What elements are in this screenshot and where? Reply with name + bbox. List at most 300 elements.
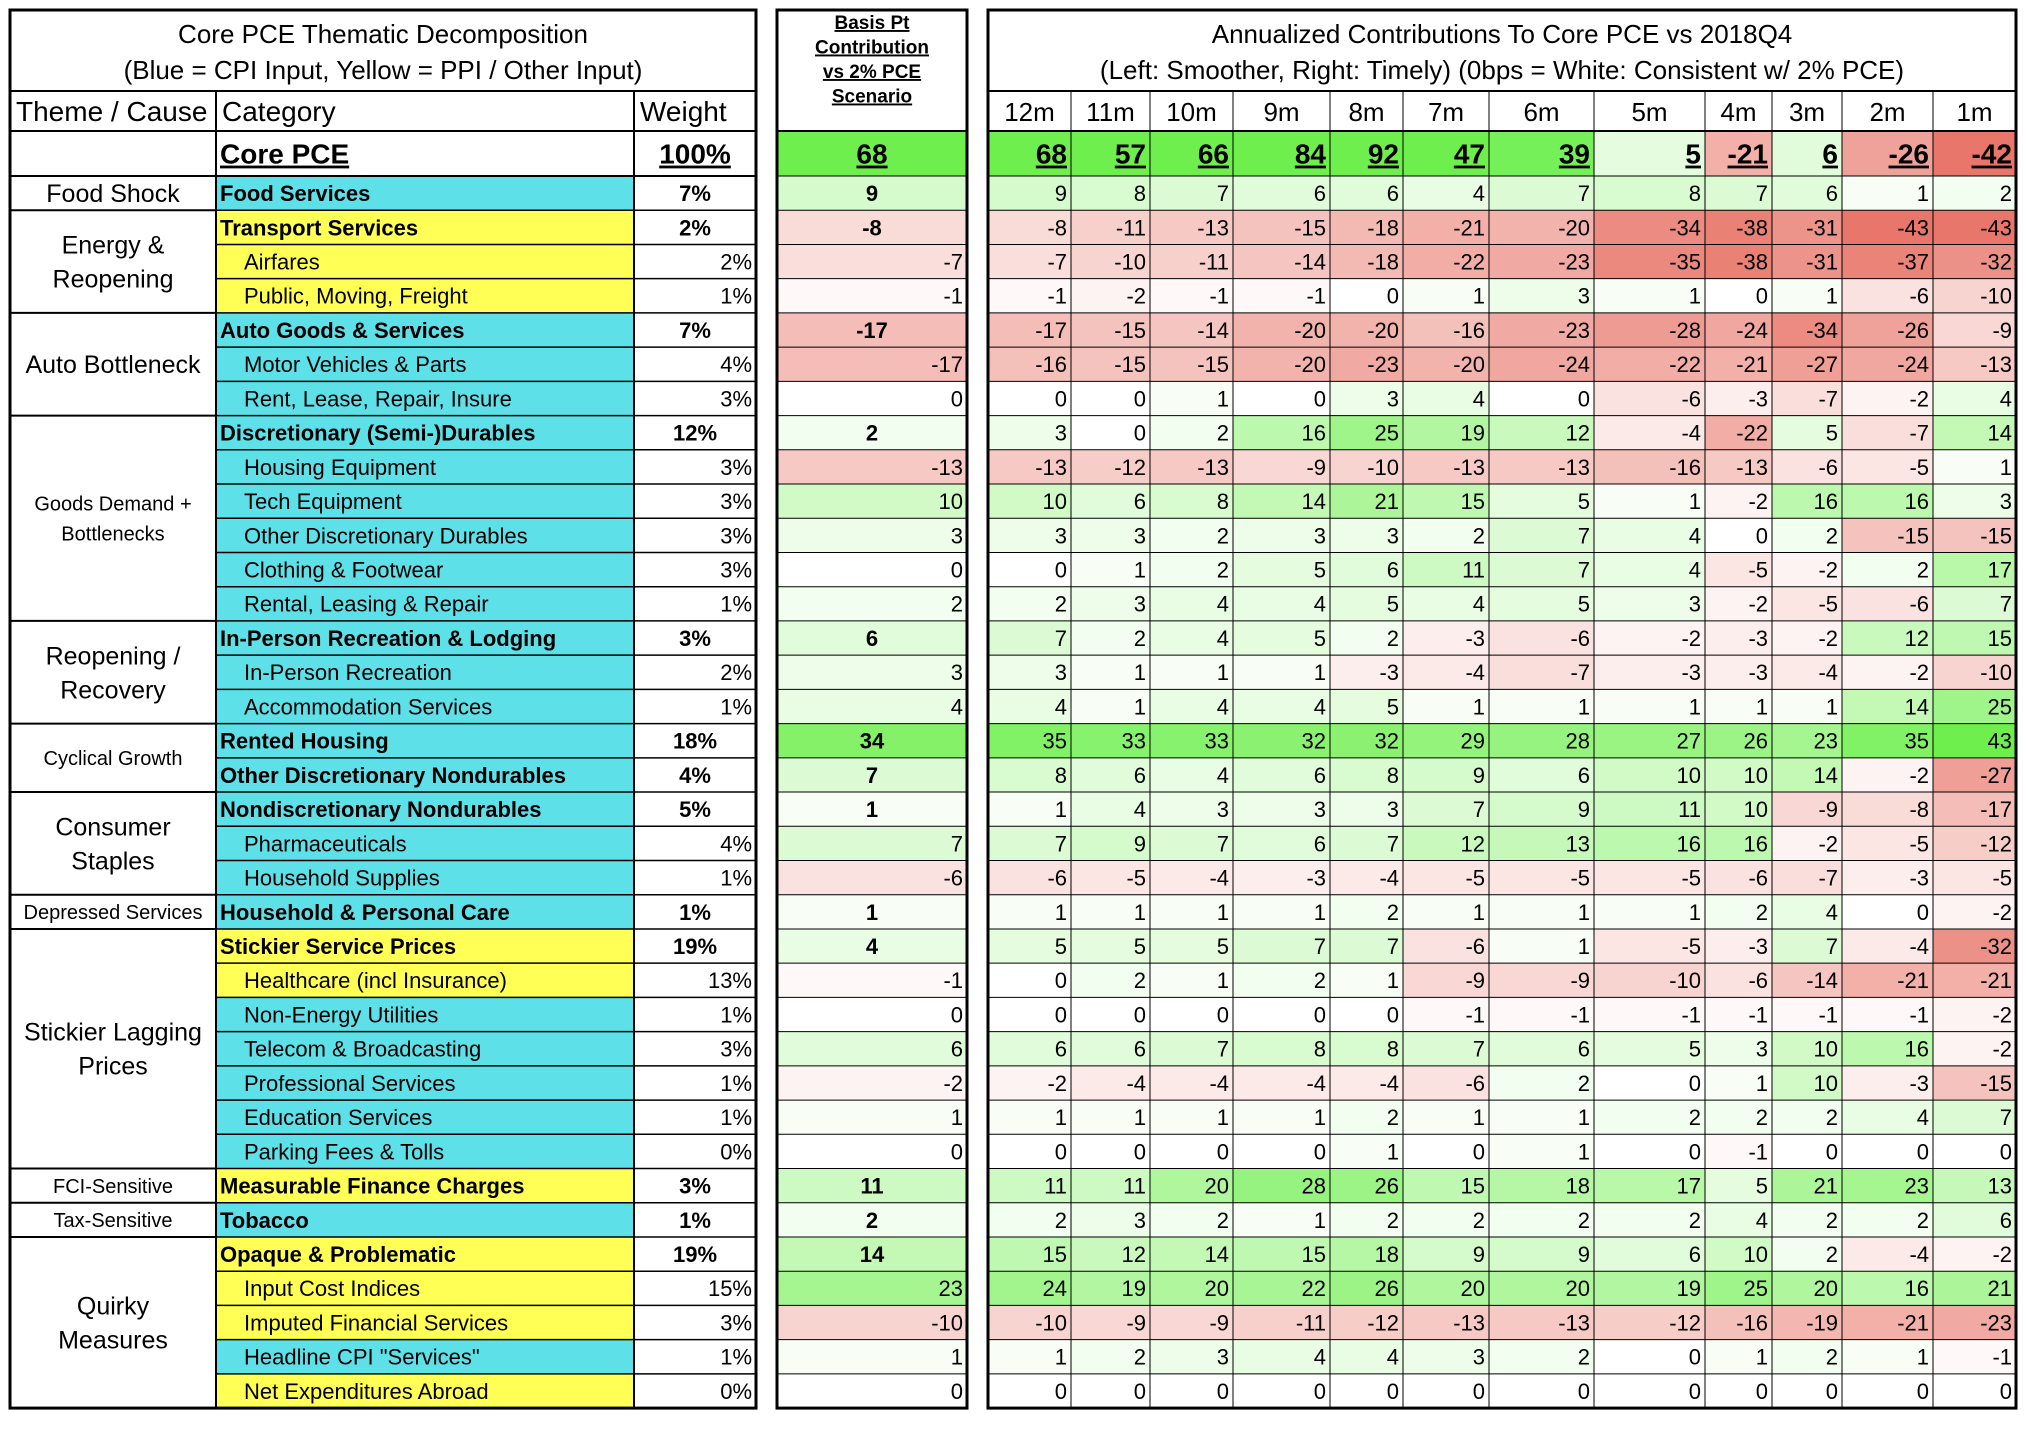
period-value: 14 xyxy=(1904,694,1929,720)
period-value: -20 xyxy=(1294,352,1326,378)
period-value: -11 xyxy=(1295,1310,1326,1336)
period-value: 0 xyxy=(1133,1002,1146,1028)
period-value: -6 xyxy=(1570,625,1590,651)
period-value: 6 xyxy=(1133,1036,1146,1062)
period-value: 2 xyxy=(1386,1105,1399,1131)
period-value: -2 xyxy=(1992,899,2012,925)
category-label: Airfares xyxy=(244,249,320,275)
category-label: Measurable Finance Charges xyxy=(220,1173,525,1199)
period-value: 0 xyxy=(1755,523,1768,549)
period-value: 3 xyxy=(1054,420,1067,446)
bp-value: 7 xyxy=(865,762,879,788)
period-value: -21 xyxy=(1897,1310,1929,1336)
period-value: 2 xyxy=(1916,1207,1929,1233)
period-value: 29 xyxy=(1460,728,1485,754)
period-value: -2 xyxy=(1047,1070,1067,1096)
weight-value: 3% xyxy=(720,557,752,583)
period-value: -3 xyxy=(1306,865,1326,891)
period-value: 3 xyxy=(1386,386,1399,412)
period-value: 8 xyxy=(1216,489,1229,515)
category-label: In-Person Recreation xyxy=(244,660,452,686)
theme-label: FCI-Sensitive xyxy=(52,1175,174,1198)
bp-cell xyxy=(777,997,967,1031)
weight-value: 1% xyxy=(720,591,752,617)
period-value: 0 xyxy=(1688,1378,1701,1404)
period-value: 8 xyxy=(1133,181,1146,207)
period-value: 19 xyxy=(1676,1276,1701,1302)
period-value: 6 xyxy=(1577,762,1590,788)
period-value: -5 xyxy=(1681,865,1701,891)
period-value: 1 xyxy=(1755,1070,1768,1096)
weight-value: 2% xyxy=(720,249,752,275)
period-value: 1 xyxy=(1577,694,1590,720)
period-value: 7 xyxy=(1577,557,1590,583)
period-value: -6 xyxy=(1047,865,1067,891)
period-value: -12 xyxy=(1980,831,2012,857)
period-value: 1 xyxy=(1577,899,1590,925)
category-label: Telecom & Broadcasting xyxy=(244,1036,482,1062)
period-value: 4 xyxy=(1313,694,1326,720)
period-value: 6 xyxy=(1386,557,1399,583)
period-value: -23 xyxy=(1558,317,1590,343)
bp-value: -7 xyxy=(943,249,963,275)
period-value: -20 xyxy=(1453,352,1485,378)
period-value: 0 xyxy=(1386,1002,1399,1028)
period-value: -17 xyxy=(1035,317,1067,343)
period-value: 6 xyxy=(1313,181,1326,207)
period-value: 5 xyxy=(1386,694,1399,720)
period-value: 1 xyxy=(1577,1105,1590,1131)
period-value: 39 xyxy=(1558,138,1590,170)
weight-value: 1% xyxy=(720,694,752,720)
right-title-line: Annualized Contributions To Core PCE vs 2018Q4 xyxy=(1211,19,1793,49)
period-value: 5 xyxy=(1313,557,1326,583)
period-value: -4 xyxy=(1818,660,1838,686)
period-value: 15 xyxy=(1042,1242,1067,1268)
weight-value: 4% xyxy=(720,352,752,378)
weight-column-header: Weight xyxy=(640,96,727,127)
period-value: -14 xyxy=(1294,249,1326,275)
period-header: 5m xyxy=(1631,97,1668,127)
middle-title-line: Basis Pt xyxy=(834,13,910,34)
bp-value: 0 xyxy=(950,386,963,412)
period-value: 2 xyxy=(1216,1207,1229,1233)
period-value: 1 xyxy=(1916,181,1929,207)
period-value: 5 xyxy=(1313,625,1326,651)
period-value: -38 xyxy=(1736,215,1768,241)
category-label: Rent, Lease, Repair, Insure xyxy=(244,386,512,412)
bp-value: 3 xyxy=(950,523,963,549)
period-value: 0 xyxy=(1688,1344,1701,1370)
period-value: 9 xyxy=(1472,762,1485,788)
period-value: 2 xyxy=(1133,625,1146,651)
period-header: 11m xyxy=(1086,97,1135,127)
period-value: 1 xyxy=(1133,557,1146,583)
period-value: 7 xyxy=(1999,591,2012,617)
category-label: Headline CPI "Services" xyxy=(244,1344,480,1370)
period-value: 43 xyxy=(1987,728,2012,754)
period-value: 5 xyxy=(1577,489,1590,515)
period-value: 68 xyxy=(1035,138,1067,170)
period-value: 5 xyxy=(1386,591,1399,617)
period-value: 0 xyxy=(1999,1378,2012,1404)
period-value: -15 xyxy=(1114,352,1146,378)
period-value: 10 xyxy=(1813,1070,1838,1096)
period-header: 7m xyxy=(1427,97,1465,127)
period-value: 6 xyxy=(1688,1242,1701,1268)
period-value: -13 xyxy=(1558,1310,1590,1336)
period-value: -5 xyxy=(1748,557,1768,583)
left-title-line: Core PCE Thematic Decomposition xyxy=(178,19,588,49)
period-value: -20 xyxy=(1367,317,1399,343)
period-value: -3 xyxy=(1748,660,1768,686)
period-value: -17 xyxy=(1980,797,2012,823)
weight-value: 1% xyxy=(679,1207,711,1233)
period-value: 0 xyxy=(1054,1378,1067,1404)
period-value: 12 xyxy=(1121,1242,1146,1268)
period-value: 1 xyxy=(1825,283,1838,309)
bp-cell xyxy=(777,381,967,415)
period-value: 11 xyxy=(1123,1173,1146,1199)
period-value: -6 xyxy=(1681,386,1701,412)
period-value: 14 xyxy=(1987,420,2012,446)
period-value: -31 xyxy=(1806,249,1838,275)
period-value: -19 xyxy=(1806,1310,1838,1336)
period-value: 17 xyxy=(1676,1173,1701,1199)
period-value: -37 xyxy=(1897,249,1929,275)
period-value: 4 xyxy=(1054,694,1067,720)
period-value: -5 xyxy=(1681,933,1701,959)
period-value: -5 xyxy=(1570,865,1590,891)
period-value: -11 xyxy=(1198,249,1229,275)
period-value: 1 xyxy=(1688,283,1701,309)
period-value: -43 xyxy=(1980,215,2012,241)
period-value: -7 xyxy=(1047,249,1067,275)
period-value: -10 xyxy=(1980,660,2012,686)
period-value: 33 xyxy=(1204,728,1229,754)
period-value: 15 xyxy=(1301,1242,1326,1268)
weight-value: 19% xyxy=(672,933,718,959)
period-value: 1 xyxy=(1688,694,1701,720)
period-value: -3 xyxy=(1748,625,1768,651)
period-value: 9 xyxy=(1577,1242,1590,1268)
bp-value: 0 xyxy=(950,1139,963,1165)
period-value: 0 xyxy=(1133,420,1146,446)
category-label: Motor Vehicles & Parts xyxy=(244,352,467,378)
period-value: 21 xyxy=(1374,489,1399,515)
bp-value: -8 xyxy=(862,215,882,241)
period-value: 4 xyxy=(1216,625,1229,651)
period-value: 0 xyxy=(1916,1378,1929,1404)
weight-value: 100% xyxy=(659,138,731,170)
category-label: Stickier Service Prices xyxy=(220,933,457,959)
period-value: 2 xyxy=(1825,1105,1838,1131)
period-value: 1 xyxy=(1054,1344,1067,1370)
period-value: 4 xyxy=(1999,386,2012,412)
period-value: -16 xyxy=(1035,352,1067,378)
period-value: 3 xyxy=(1216,797,1229,823)
period-value: -7 xyxy=(1909,420,1929,446)
period-value: -23 xyxy=(1558,249,1590,275)
period-value: -32 xyxy=(1980,249,2012,275)
period-value: -3 xyxy=(1681,660,1701,686)
period-value: -7 xyxy=(1570,660,1590,686)
period-value: 21 xyxy=(1987,1276,2012,1302)
period-value: -2 xyxy=(1126,283,1146,309)
period-header: 10m xyxy=(1166,97,1217,127)
period-value: -6 xyxy=(1748,968,1768,994)
period-value: 2 xyxy=(1472,1207,1485,1233)
theme-label: Reopening / xyxy=(45,642,181,671)
period-value: 2 xyxy=(1755,899,1768,925)
period-value: 5 xyxy=(1216,933,1229,959)
period-value: 4 xyxy=(1472,386,1485,412)
period-value: 3 xyxy=(1216,1344,1229,1370)
theme-label: Measures xyxy=(58,1326,168,1355)
period-value: 25 xyxy=(1374,420,1399,446)
category-label: Household Supplies xyxy=(244,865,440,891)
period-value: 35 xyxy=(1042,728,1067,754)
period-value: 4 xyxy=(1688,557,1701,583)
period-value: -10 xyxy=(1669,968,1701,994)
period-value: 1 xyxy=(1472,694,1485,720)
period-value: 7 xyxy=(1472,1036,1485,1062)
period-value: 13 xyxy=(1565,831,1590,857)
period-value: 28 xyxy=(1301,1173,1326,1199)
period-value: -13 xyxy=(1736,454,1768,480)
period-value: 1 xyxy=(1313,1207,1326,1233)
period-value: 4 xyxy=(1472,591,1485,617)
period-value: -4 xyxy=(1379,1070,1399,1096)
period-value: 6 xyxy=(1822,138,1838,170)
period-value: 16 xyxy=(1813,489,1838,515)
period-value: 10 xyxy=(1743,1242,1768,1268)
period-value: -1 xyxy=(1465,1002,1485,1028)
period-value: -3 xyxy=(1379,660,1399,686)
period-value: 1 xyxy=(1216,386,1229,412)
period-value: 2 xyxy=(1386,899,1399,925)
period-value: 2 xyxy=(1825,1344,1838,1370)
period-value: 1 xyxy=(1825,694,1838,720)
period-value: 4 xyxy=(1216,762,1229,788)
period-value: -1 xyxy=(1047,283,1067,309)
period-value: 0 xyxy=(1313,1139,1326,1165)
period-value: -1 xyxy=(1818,1002,1838,1028)
category-label: Education Services xyxy=(244,1105,433,1131)
right-title-line: (Left: Smoother, Right: Timely) (0bps = White: Consistent w/ 2% PCE) xyxy=(1099,55,1905,85)
period-value: 0 xyxy=(1688,1139,1701,1165)
period-value: 7 xyxy=(1755,181,1768,207)
period-value: 1 xyxy=(1472,283,1485,309)
weight-value: 3% xyxy=(720,1310,752,1336)
weight-value: 3% xyxy=(720,489,752,515)
period-value: 6 xyxy=(1313,831,1326,857)
period-value: 20 xyxy=(1204,1173,1229,1199)
period-value: -14 xyxy=(1806,968,1838,994)
period-value: -6 xyxy=(1909,283,1929,309)
period-value: 2 xyxy=(1133,968,1146,994)
period-value: 14 xyxy=(1301,489,1326,515)
weight-value: 1% xyxy=(679,899,711,925)
period-value: 32 xyxy=(1374,728,1399,754)
period-value: 8 xyxy=(1386,1036,1399,1062)
period-value: 9 xyxy=(1054,181,1067,207)
period-value: 2 xyxy=(1825,1242,1838,1268)
period-value: 5 xyxy=(1685,138,1701,170)
period-header: 12m xyxy=(1004,97,1055,127)
period-value: -8 xyxy=(1909,797,1929,823)
period-value: 6 xyxy=(1054,1036,1067,1062)
period-value: 18 xyxy=(1374,1242,1399,1268)
period-value: -7 xyxy=(1818,386,1838,412)
period-value: 13 xyxy=(1987,1173,2012,1199)
period-value: 11 xyxy=(1678,797,1701,823)
bp-value: 1 xyxy=(950,1344,963,1370)
period-value: -16 xyxy=(1669,454,1701,480)
period-value: 1 xyxy=(1755,1344,1768,1370)
bp-value: 4 xyxy=(865,933,879,959)
period-value: 12 xyxy=(1904,625,1929,651)
period-value: 1 xyxy=(1577,1139,1590,1165)
period-value: 0 xyxy=(1825,1378,1838,1404)
period-value: 2 xyxy=(1216,557,1229,583)
period-value: 6 xyxy=(1825,181,1838,207)
period-value: -15 xyxy=(1980,523,2012,549)
bp-value: -1 xyxy=(943,283,963,309)
period-value: 27 xyxy=(1676,728,1701,754)
period-value: -5 xyxy=(1909,831,1929,857)
period-value: -8 xyxy=(1047,215,1067,241)
period-value: -13 xyxy=(1197,454,1229,480)
period-value: 10 xyxy=(1743,797,1768,823)
period-value: 3 xyxy=(1386,523,1399,549)
bp-value: -2 xyxy=(943,1070,963,1096)
period-value: 0 xyxy=(1133,1378,1146,1404)
period-value: -2 xyxy=(1818,625,1838,651)
period-value: 19 xyxy=(1460,420,1485,446)
period-value: 12 xyxy=(1565,420,1590,446)
bp-value: -17 xyxy=(856,317,888,343)
bp-cell xyxy=(777,552,967,586)
period-value: -10 xyxy=(1114,249,1146,275)
period-value: 15 xyxy=(1460,1173,1485,1199)
period-value: -14 xyxy=(1197,317,1229,343)
period-value: 20 xyxy=(1565,1276,1590,1302)
category-label: Other Discretionary Durables xyxy=(244,523,528,549)
period-value: 8 xyxy=(1688,181,1701,207)
period-value: 2 xyxy=(1054,591,1067,617)
period-value: 3 xyxy=(1999,489,2012,515)
period-value: -3 xyxy=(1465,625,1485,651)
period-value: -5 xyxy=(1992,865,2012,891)
category-label: Transport Services xyxy=(220,215,419,241)
bp-value: 6 xyxy=(865,625,879,651)
period-value: -21 xyxy=(1453,215,1485,241)
period-value: 0 xyxy=(1916,1139,1929,1165)
period-value: 2 xyxy=(1577,1344,1590,1370)
period-value: -35 xyxy=(1669,249,1701,275)
period-value: -9 xyxy=(1992,317,2012,343)
bp-cell xyxy=(777,1134,967,1168)
bp-value: -6 xyxy=(943,865,963,891)
category-label: Auto Goods & Services xyxy=(220,317,465,343)
period-value: 1 xyxy=(1133,694,1146,720)
category-label: Household & Personal Care xyxy=(220,899,510,925)
period-value: 8 xyxy=(1313,1036,1326,1062)
period-value: -2 xyxy=(1992,1242,2012,1268)
period-header: 2m xyxy=(1869,97,1906,127)
period-value: -15 xyxy=(1294,215,1326,241)
middle-title-line: Scenario xyxy=(831,86,913,108)
period-value: -23 xyxy=(1980,1310,2012,1336)
period-value: 47 xyxy=(1453,138,1485,170)
category-label: In-Person Recreation & Lodging xyxy=(220,625,557,651)
period-value: 7 xyxy=(1054,831,1067,857)
period-value: -4 xyxy=(1209,865,1229,891)
weight-value: 19% xyxy=(672,1242,718,1268)
period-value: 1 xyxy=(1313,899,1326,925)
period-value: -16 xyxy=(1453,317,1485,343)
period-value: 35 xyxy=(1904,728,1929,754)
period-value: -1 xyxy=(1306,283,1326,309)
period-value: 5 xyxy=(1133,933,1146,959)
period-value: 20 xyxy=(1204,1276,1229,1302)
period-value: -5 xyxy=(1126,865,1146,891)
bp-value: 2 xyxy=(950,591,963,617)
period-value: 0 xyxy=(1577,1378,1590,1404)
period-value: 0 xyxy=(1577,386,1590,412)
theme-label: Reopening xyxy=(52,265,174,294)
bp-value: -10 xyxy=(931,1310,963,1336)
bp-cell xyxy=(777,963,967,997)
period-value: 84 xyxy=(1294,138,1326,170)
period-value: 16 xyxy=(1676,831,1701,857)
period-value: 9 xyxy=(1472,1242,1485,1268)
period-value: -16 xyxy=(1736,1310,1768,1336)
bp-cell xyxy=(777,861,967,895)
period-value: 2 xyxy=(1386,1207,1399,1233)
theme-column-header: Theme / Cause xyxy=(16,96,208,127)
middle-title-line: vs 2% PCE xyxy=(822,62,922,83)
weight-value: 7% xyxy=(679,181,711,207)
period-value: 3 xyxy=(1313,797,1326,823)
period-value: -9 xyxy=(1209,1310,1229,1336)
period-value: -21 xyxy=(1897,968,1929,994)
period-value: 1 xyxy=(1313,660,1326,686)
category-label: Tobacco xyxy=(220,1207,309,1233)
period-value: 7 xyxy=(1054,625,1067,651)
period-value: 7 xyxy=(1313,933,1326,959)
period-value: 16 xyxy=(1904,489,1929,515)
period-value: 1 xyxy=(1216,968,1229,994)
bp-value: 11 xyxy=(860,1173,884,1199)
period-value: -2 xyxy=(1818,557,1838,583)
period-value: -26 xyxy=(1897,317,1929,343)
period-value: 8 xyxy=(1386,762,1399,788)
period-value: 0 xyxy=(1313,386,1326,412)
period-value: 12 xyxy=(1460,831,1485,857)
period-value: 1 xyxy=(1577,933,1590,959)
category-label: Housing Equipment xyxy=(244,454,437,480)
period-value: 5 xyxy=(1825,420,1838,446)
period-value: 33 xyxy=(1121,728,1146,754)
period-value: 2 xyxy=(1577,1207,1590,1233)
period-value: -31 xyxy=(1806,215,1838,241)
category-label: Non-Energy Utilities xyxy=(244,1002,439,1028)
bp-value: 4 xyxy=(950,694,963,720)
period-value: 7 xyxy=(1472,797,1485,823)
period-value: 7 xyxy=(1577,181,1590,207)
